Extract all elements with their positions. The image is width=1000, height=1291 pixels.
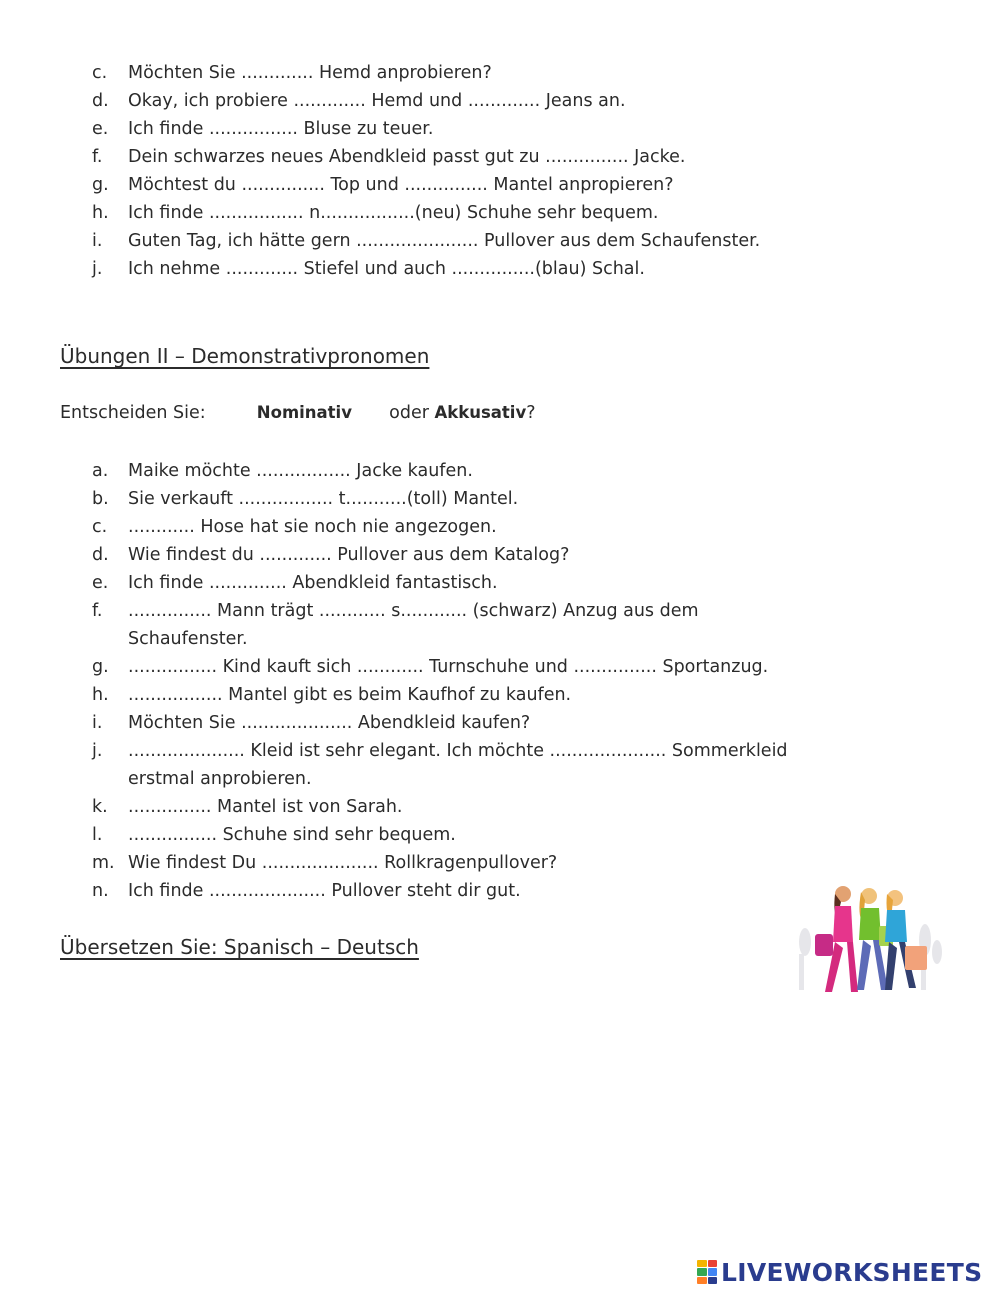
item-text: Dein schwarzes neues Abendkleid passt gut zu ............... Jacke. — [128, 147, 686, 167]
item-label: j. — [92, 741, 103, 761]
shopping-girls-illustration — [785, 882, 947, 998]
section-heading-demonstrativpronomen: Übungen II – Demonstrativpronomen — [60, 344, 430, 368]
liveworksheets-logo-text: LIVEWORKSHEETS — [721, 1257, 983, 1287]
item-label: h. — [92, 685, 109, 705]
item-text: Möchtest du ............... Top und ............... Mantel anpropieren? — [128, 175, 674, 195]
item-text: ................ Kind kauft sich ............ Turnschuhe und ............... Sportanzug. — [128, 657, 769, 677]
item-text: ................. Mantel gibt es beim Kaufhof zu kaufen. — [128, 685, 572, 705]
item-label: m. — [92, 853, 115, 873]
question-mark: ? — [526, 403, 536, 423]
item-label: c. — [92, 517, 108, 537]
item-label: h. — [92, 203, 109, 223]
item-label: c. — [92, 63, 108, 83]
item-label: g. — [92, 657, 109, 677]
item-label: d. — [92, 91, 109, 111]
item-label: f. — [92, 601, 103, 621]
item-text: Möchten Sie ............. Hemd anprobieren? — [128, 63, 492, 83]
logo-block — [697, 1277, 707, 1284]
item-text: Okay, ich probiere ............. Hemd und ............. Jeans an. — [128, 91, 626, 111]
item-label: i. — [92, 713, 103, 733]
item-text: Ich finde ................. n.................(neu) Schuhe sehr bequem. — [128, 203, 659, 223]
item-text: ............ Hose hat sie noch nie angezogen. — [128, 517, 497, 537]
instruction-prefix: Entscheiden Sie: — [60, 403, 206, 423]
logo-block — [708, 1277, 718, 1284]
item-label: g. — [92, 175, 109, 195]
item-text: Möchten Sie .................... Abendkleid kaufen? — [128, 713, 531, 733]
item-text: Sie verkauft ................. t...........(toll) Mantel. — [128, 489, 519, 509]
item-text: Ich finde ..................... Pullover steht dir gut. — [128, 881, 521, 901]
item-label: k. — [92, 797, 108, 817]
item-label: j. — [92, 259, 103, 279]
item-text: ..................... Kleid ist sehr elegant. Ich möchte ..................... Sommerkleid erstmal anprobieren. — [128, 741, 788, 789]
logo-block — [708, 1268, 718, 1275]
item-label: e. — [92, 119, 109, 139]
item-text: Ich nehme ............. Stiefel und auch ...............(blau) Schal. — [128, 259, 645, 279]
item-text: Guten Tag, ich hätte gern ...................... Pullover aus dem Schaufenster. — [128, 231, 761, 251]
item-label: i. — [92, 231, 103, 251]
item-label: a. — [92, 461, 109, 481]
instruction-line — [60, 403, 536, 423]
oder-label: oder — [389, 403, 429, 423]
logo-block — [697, 1268, 707, 1275]
item-label: b. — [92, 489, 109, 509]
item-text: Wie findest du ............. Pullover aus dem Katalog? — [128, 545, 570, 565]
item-text: Ich finde .............. Abendkleid fantastisch. — [128, 573, 498, 593]
item-text: Wie findest Du ..................... Rollkragenpullover? — [128, 853, 558, 873]
item-text: Maike möchte ................. Jacke kaufen. — [128, 461, 473, 481]
item-text: ................ Schuhe sind sehr bequem. — [128, 825, 456, 845]
item-label: l. — [92, 825, 103, 845]
liveworksheets-logo-icon — [697, 1260, 717, 1284]
item-label: d. — [92, 545, 109, 565]
liveworksheets-logo — [697, 1255, 982, 1289]
logo-block — [697, 1260, 707, 1267]
logo-block — [708, 1260, 718, 1267]
item-label: f. — [92, 147, 103, 167]
item-text: ............... Mantel ist von Sarah. — [128, 797, 403, 817]
item-label: n. — [92, 881, 109, 901]
nominativ-label: Nominativ — [256, 403, 352, 422]
item-text: ............... Mann trägt ............ s............ (schwarz) Anzug aus dem Schaufenster. — [128, 601, 699, 649]
item-label: e. — [92, 573, 109, 593]
section-heading-uebersetzen: Übersetzen Sie: Spanisch – Deutsch — [60, 935, 419, 959]
item-text: Ich finde ................ Bluse zu teuer. — [128, 119, 434, 139]
akkusativ-label: Akkusativ — [434, 403, 527, 422]
